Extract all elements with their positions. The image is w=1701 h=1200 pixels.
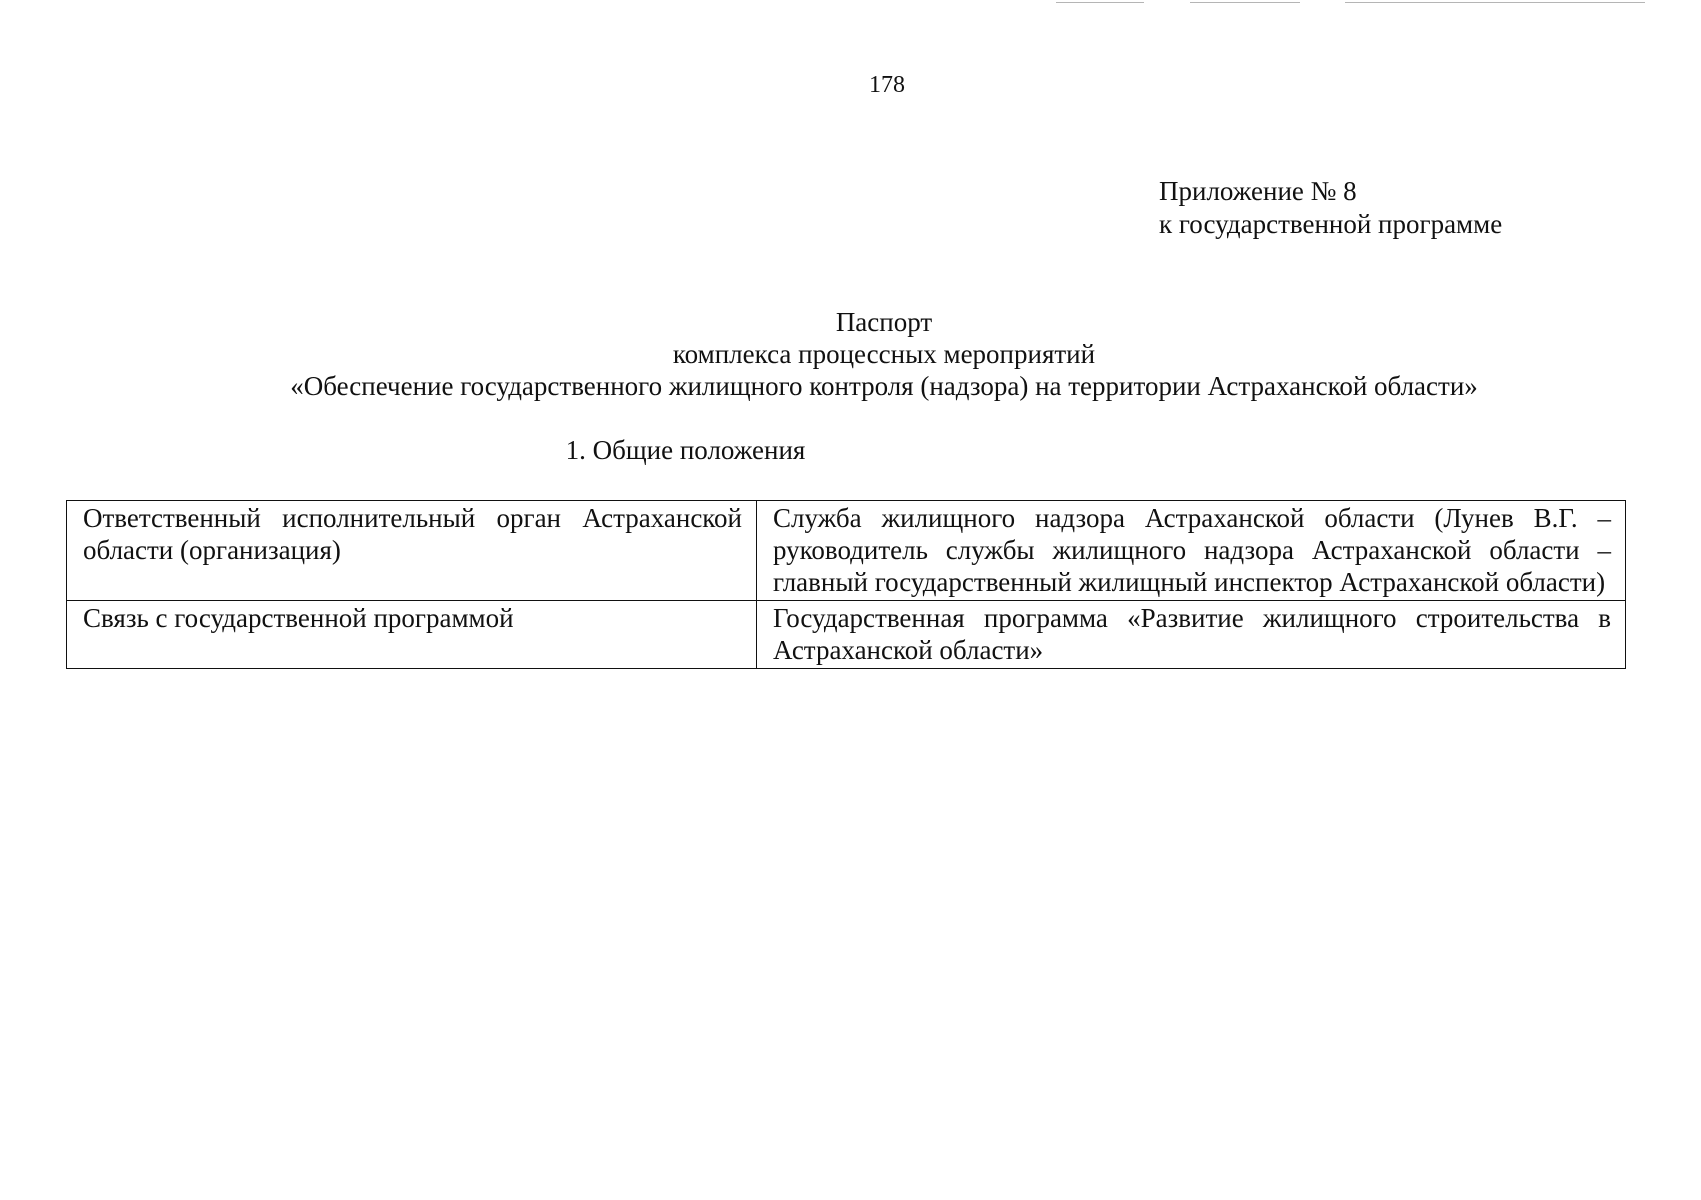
row-label-responsible-body: Ответственный исполнительный орган Астраханской области (организация)	[67, 501, 757, 601]
appendix-line-2: к государственной программе	[1159, 209, 1503, 239]
scan-top-rule-right	[1345, 2, 1645, 3]
table-row	[67, 601, 1626, 669]
appendix-reference	[1159, 175, 1502, 241]
row-value-responsible-body: Служба жилищного надзора Астраханской области (Лунев В.Г. – руководитель службы жилищного надзора Астраханской области – главный государственный жилищный инспектор Астраханской области)	[757, 501, 1626, 601]
title-line-2: комплекса процессных мероприятий	[672, 339, 1096, 369]
row-label-program-link: Связь с государственной программой	[67, 601, 757, 669]
title-line-3: «Обеспечение государственного жилищного контроля (надзора) на территории Астраханской области»	[290, 371, 1478, 401]
table-row	[67, 501, 1626, 601]
page-number: 178	[869, 72, 905, 98]
document-title	[0, 306, 1701, 402]
scan-top-rule-left	[1056, 2, 1144, 3]
scan-top-rule-middle	[1190, 2, 1300, 3]
section-heading: 1. Общие положения	[565, 435, 806, 465]
appendix-line-1: Приложение № 8	[1159, 176, 1357, 206]
row-value-program-link: Государственная программа «Развитие жилищного строительства в Астраханской области»	[757, 601, 1626, 669]
title-line-1: Паспорт	[835, 307, 933, 337]
general-provisions-table	[66, 500, 1626, 669]
